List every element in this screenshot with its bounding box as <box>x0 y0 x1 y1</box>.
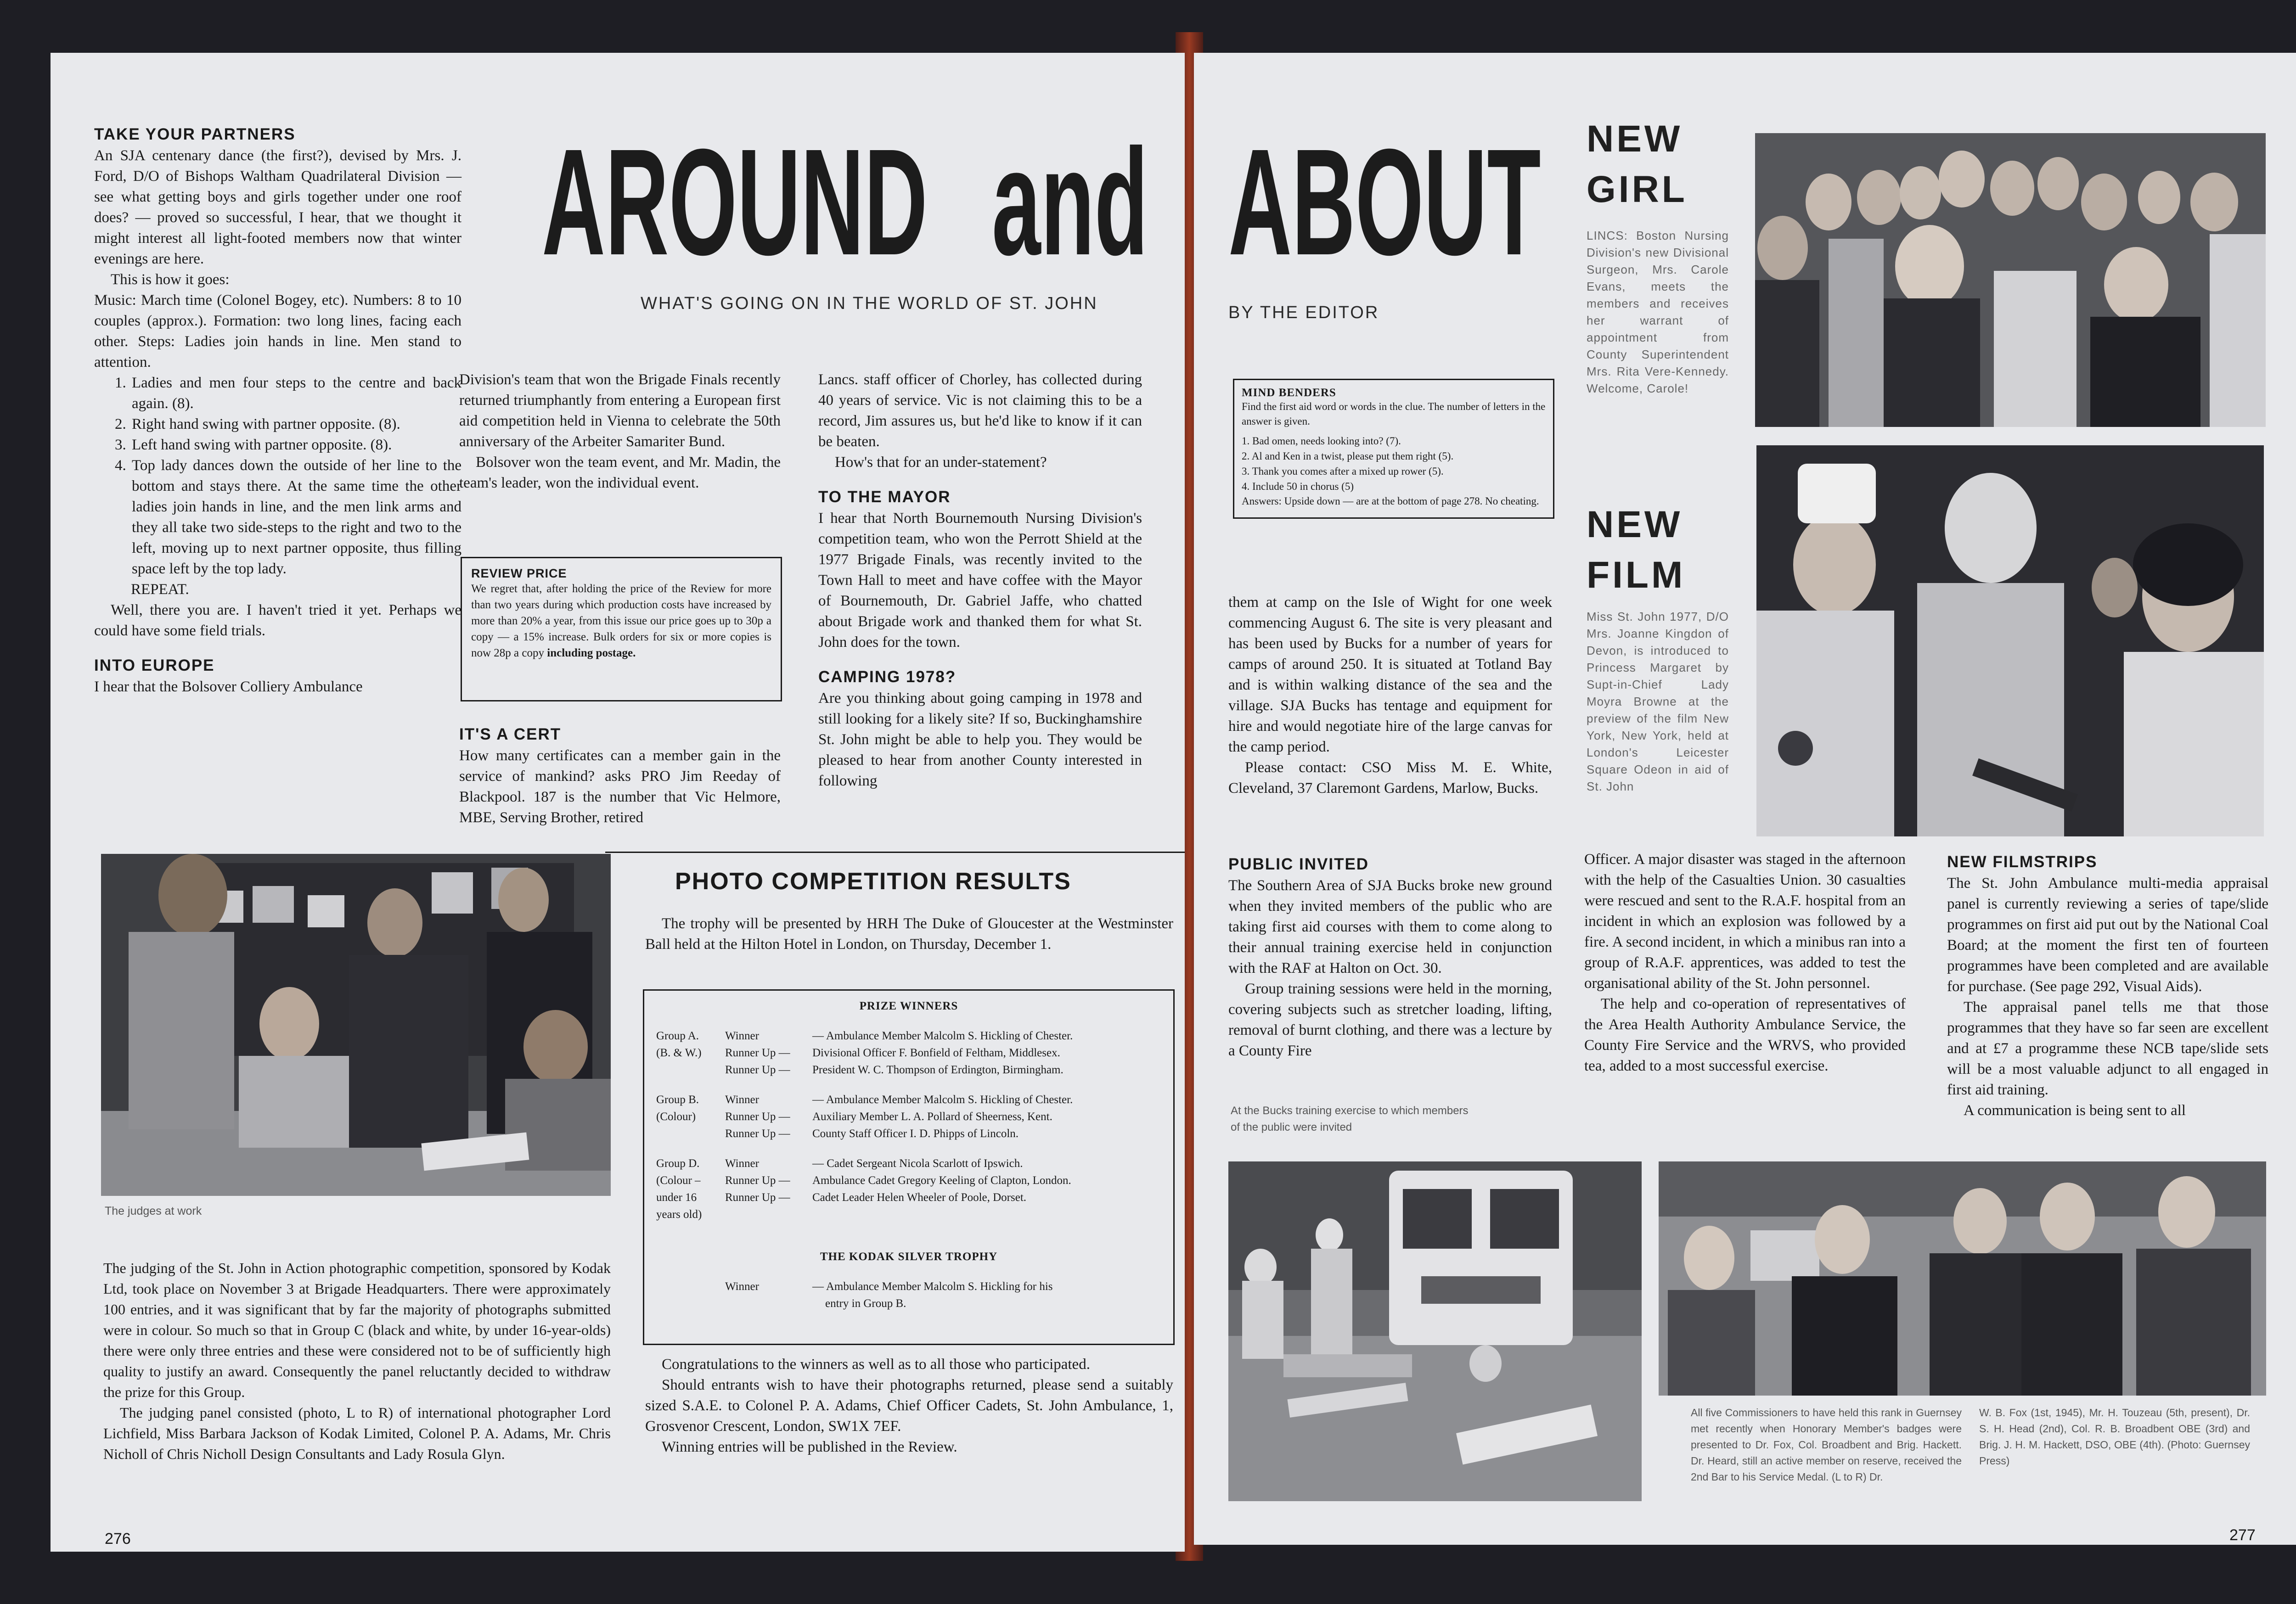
prize-row <box>656 1061 1161 1078</box>
new-girl-caption: LINCS: Boston Nursing Division's new Divisional Surgeon, Mrs. Carole Evans, meets the members and receives her warrant of appointment from County Superintendent Mrs. Rita Vere-Kennedy. Welcome, Carole! <box>1587 229 1729 395</box>
prize-role: Runner Up — <box>725 1047 790 1059</box>
prize-role: Runner Up — <box>725 1174 790 1187</box>
prize-group-label: Group B. <box>656 1094 699 1106</box>
dance-step: 2. Right hand swing with partner opposite. (8). <box>130 414 461 435</box>
mind-benders-title: MIND BENDERS <box>1242 387 1336 399</box>
subtitle-left: WHAT'S GOING ON IN THE WORLD OF ST. JOHN <box>641 294 1098 313</box>
camping-p1a: Are you thinking about going camping in 1978 and still looking for a likely site? If so, Buckinghamshire St. John might be able to help you. They would be pleased to hear from another County interested in following <box>818 690 1142 789</box>
prize-group-label: Group A. <box>656 1030 699 1042</box>
prize-group-label: (Colour – <box>656 1174 701 1187</box>
prize-role: Winner <box>725 1157 759 1170</box>
published-text: Winning entries will be published in the Review. <box>662 1439 957 1455</box>
filmstrips-p3: A communication is being sent to all <box>1964 1102 2186 1119</box>
page-number-left: 276 <box>105 1530 131 1548</box>
prize-group-label: Group D. <box>656 1157 700 1170</box>
princess-margaret-image <box>1756 445 2264 836</box>
photo-comp-intro-text: The trophy will be presented by HRH The Duke of Gloucester at the Westminster Ball held at the Hilton Hotel in London, on Thursday, December 1. <box>645 915 1173 953</box>
prize-name: — Cadet Sergeant Nicola Scarlott of Ipswich. <box>812 1157 1023 1170</box>
camping-p1b: them at camp on the Isle of Wight for one week commencing August 6. The site is very pleasant and has been used by Bucks for a number of years for camps of around 250. It is situated at Totland Bay and is within walking distance of the sea and the village. SJA Bucks has tentage and equipment for hire and would negotiate hire of the large canvas for the camp period. <box>1228 594 1552 755</box>
take-partners-heading: TAKE YOUR PARTNERS <box>94 125 296 143</box>
prize-winners-title: PRIZE WINNERS <box>859 1000 958 1012</box>
mind-benders-box <box>1233 379 1554 519</box>
prize-group-a <box>656 1027 1161 1078</box>
title-and: and <box>992 117 1148 286</box>
judging-p2: The judging panel consisted (photo, L to R) of international photographer Lord Lichfield, Miss Barbara Jackson of Kodak Limited, Colonel P. A. Adams, Mr. Chris Nicholl of Chris Nicholl Design Consultants and Lady Rosula Glyn. <box>103 1404 611 1462</box>
photo-comp-closing <box>645 1354 1173 1458</box>
new-film-head1: NEW <box>1587 504 1683 545</box>
left-page <box>51 53 1185 1552</box>
review-price-bold: including postage. <box>547 647 636 659</box>
review-price-body-wrap <box>471 581 771 661</box>
title-about: ABOUT <box>1228 117 1541 286</box>
mayor-heading: TO THE MAYOR <box>818 488 951 506</box>
nurses-group-photo <box>1755 133 2266 427</box>
prize-group-label: years old) <box>656 1208 702 1221</box>
mind-benders-clue: 1. Bad omen, needs looking into? (7). <box>1242 435 1401 447</box>
return-note-text: Should entrants wish to have their photographs returned, please send a suitably sized S.A.E. to Colonel P. A. Adams, Chief Officer Cadets, St. John Ambulance, 1, Grosvenor Crescent, London, SW1X 7EF. <box>645 1377 1173 1435</box>
new-film-head2: FILM <box>1587 554 1686 596</box>
mind-benders-clue: 2. Al and Ken in a twist, please put them right (5). <box>1242 450 1454 462</box>
prize-name: Cadet Leader Helen Wheeler of Poole, Dorset. <box>812 1191 1027 1204</box>
dance-step: 1. Ladies and men four steps to the centre and back again. (8). <box>130 373 461 414</box>
prize-group-label <box>656 1061 725 1078</box>
into-europe-p1b: Division's team that won the Brigade Finals recently returned triumphantly from entering a European first aid competition held in Vienna to celebrate the 50th anniversary of the Arbeiter Samariter Bund. <box>459 371 781 450</box>
filmstrips-heading: NEW FILMSTRIPS <box>1947 853 2098 871</box>
public-invited-article <box>1228 854 1552 1061</box>
into-europe-continued <box>459 370 781 494</box>
public-invited-heading: PUBLIC INVITED <box>1228 855 1369 873</box>
prize-row <box>656 1206 1161 1223</box>
prize-name: Divisional Officer F. Bonfield of Feltham, Middlesex. <box>812 1047 1060 1059</box>
title-around: AROUND <box>542 117 928 286</box>
photo-comp-title: PHOTO COMPETITION RESULTS <box>675 868 1071 895</box>
prize-row <box>656 1125 1161 1142</box>
training-exercise-image <box>1228 1161 1642 1501</box>
public-invited-continued <box>1584 849 1906 1077</box>
prize-group-label: (B. & W.) <box>656 1047 702 1059</box>
kodak-name2: entry in Group B. <box>825 1297 906 1310</box>
prize-name: Ambulance Cadet Gregory Keeling of Clapton, London. <box>812 1174 1071 1187</box>
cert-p1a: How many certificates can a member gain in the service of mankind? asks PRO Jim Reeday of Blackpool. 187 is the number that Vic Helmore, MBE, Serving Brother, retired <box>459 747 781 826</box>
column-three <box>818 370 1142 791</box>
public-invited-p4: The help and co-operation of representatives of the Area Health Authority Ambulance Service, the County Fire Service and the WRVS, who provided tea, added to a most successful exercise. <box>1584 996 1906 1074</box>
prize-role: Runner Up — <box>725 1191 790 1204</box>
public-invited-p3: Officer. A major disaster was staged in the afternoon with the help of the Casualties Union. 30 casualties were rescued and sent to the R.A.F. hospital from an incident in which an explosion was followed by a fire. A second incident, in which a minibus ran into a group of R.A.F. apprentices, was added to test the organisational ability of the St. John personnel. <box>1584 851 1906 992</box>
take-partners-article <box>94 124 461 697</box>
photo-comp-intro <box>645 914 1173 955</box>
mind-benders-intro: Find the first aid word or words in the clue. The number of letters in the answer is given. <box>1242 401 1546 427</box>
mind-benders-answers: Answers: Upside down — are at the bottom of page 278. No cheating. <box>1242 495 1539 507</box>
prize-group-label: (Colour) <box>656 1110 696 1123</box>
prize-row <box>656 1027 1161 1044</box>
subtitle-right: BY THE EDITOR <box>1228 303 1379 322</box>
into-europe-p1a: I hear that the Bolsover Colliery Ambulance <box>94 679 363 695</box>
mind-benders-clue: 3. Thank you comes after a mixed up rower (5). <box>1242 465 1444 477</box>
guernsey-caption-2: W. B. Fox (1st, 1945), Mr. H. Touzeau (5th, present), Dr. S. H. Head (2nd), Col. R. B. Broadbent OBE (3rd) and Brig. J. H. M. Hackett, DSO, OBE (4th). (Photo: Guernsey Press) <box>1979 1407 2250 1467</box>
take-partners-p4: Well, there you are. I haven't tried it yet. Perhaps we could have some field trials. <box>94 602 461 639</box>
judging-article <box>103 1258 611 1464</box>
take-partners-p3: Music: March time (Colonel Bogey, etc). Numbers: 8 to 10 couples (approx.). Formation: two long lines, facing each other. Steps: Ladies join hands in line. Men stand to attention. <box>94 292 461 370</box>
kodak-trophy-title: THE KODAK SILVER TROPHY <box>820 1251 998 1263</box>
new-film-caption: Miss St. John 1977, D/O Mrs. Joanne Kingdon of Devon, is introduced to Princess Margaret by Supt-in-Chief Lady Moyra Browne at the preview of the film New York, New York, held at London's Leicester Square Odeon in aid of St. John <box>1587 610 1729 793</box>
prize-row <box>656 1278 1161 1295</box>
public-invited-p1: The Southern Area of SJA Bucks broke new ground when they invited members of the public who are taking first aid courses with them to come along to their annual training exercise held in conjunction with the RAF at Halton on Oct. 30. <box>1228 877 1552 976</box>
review-price-body: We regret that, after holding the price of the Review for more than two years during which production costs have increased by more than 20% a year, from this issue our price goes up to 30p a copy — a 15% increase. Bulk orders for six or more copies is now 28p a copy <box>471 583 771 659</box>
prize-name: — Ambulance Member Malcolm S. Hickling of Chester. <box>812 1094 1073 1106</box>
prize-role: Runner Up — <box>725 1064 790 1076</box>
take-partners-p1: An SJA centenary dance (the first?), devised by Mrs. J. Ford, D/O of Bishops Waltham Quadrilateral Division — see what getting boys and girls together under one roof does? — proved so successful, I hear, that we thought it might interest all light-footed members now that winter evenings are here. <box>94 147 461 267</box>
judges-photo <box>101 854 611 1196</box>
filmstrips-p1: The St. John Ambulance multi-media appraisal panel is currently reviewing a series of tape/slide programmes on first aid put out by the National Coal Board; at the moment the first ten of fourteen programmes have been completed and are available for purchase. (See page 292, Visual Aids). <box>1947 875 2268 995</box>
dance-step: 3. Left hand swing with partner opposite. (8). <box>130 435 461 455</box>
mind-benders-clue: 4. Include 50 in chorus (5) <box>1242 481 1354 492</box>
prize-role: Winner <box>725 1094 759 1106</box>
prize-group-d <box>656 1155 1161 1223</box>
dance-step: 4. Top lady dances down the outside of her line to the bottom and stays there. At the same time the other ladies join hands in line, and the men link arms and they all take two side-steps to the right and two to the left, moving up to next partner opposite, thus filling space left by the top lady. <box>130 455 461 579</box>
prize-row <box>656 1108 1161 1125</box>
page-number-right: 277 <box>2229 1526 2256 1544</box>
filmstrips-p2: The appraisal panel tells me that those programmes that they have so far seen are excellent and at £7 a programme these NCB tape/slide sets will be a most valuable adjunct to all engaged in first aid training. <box>1947 999 2268 1098</box>
new-girl-head1: NEW <box>1587 118 1683 160</box>
prize-row <box>656 1172 1161 1189</box>
prize-role: Runner Up — <box>725 1110 790 1123</box>
prize-row <box>656 1155 1161 1172</box>
camping-heading: CAMPING 1978? <box>818 668 957 686</box>
commissioners-image <box>1659 1161 2266 1396</box>
new-girl-head2: GIRL <box>1587 168 1688 210</box>
judges-photo-image <box>101 854 611 1196</box>
guernsey-caption-1: All five Commissioners to have held this rank in Guernsey met recently when Honorary Member's badges were presented to Dr. Fox, Col. Broadbent and Brig. Hackett. Dr. Heard, still an active member on reserve, received the 2nd Bar to his Service Medal. (L to R) Dr. <box>1691 1407 1962 1483</box>
dance-steps-list <box>94 373 461 579</box>
prize-group-label <box>656 1125 725 1142</box>
into-europe-p2: Bolsover won the team event, and Mr. Madin, the team's leader, won the individual event. <box>459 454 781 491</box>
prize-row <box>656 1091 1161 1108</box>
nurses-group-image <box>1755 133 2266 427</box>
judging-p1: The judging of the St. John in Action photographic competition, sponsored by Kodak Ltd, took place on November 3 at Brigade Headquarters. There were approximately 100 entries, and it was significant that by far the majority of photographs submitted were in colour. So much so that in Group C (black and white, by under 16-year-olds) there were only three entries and these were considered not to be of sufficiently high quality to justify an award. Consequently the panel reluctantly decided to withdraw the prize for this Group. <box>103 1260 611 1400</box>
congrats-text: Congratulations to the winners as well as to all those who participated. <box>662 1356 1090 1373</box>
prize-group-b <box>656 1091 1161 1142</box>
training-photo-caption: At the Bucks training exercise to which members of the public were invited <box>1231 1105 1469 1133</box>
prize-row <box>656 1044 1161 1061</box>
camping-p2: Please contact: CSO Miss M. E. White, Cleveland, 37 Claremont Gardens, Marlow, Bucks. <box>1228 759 1552 796</box>
princess-margaret-photo <box>1756 445 2264 836</box>
prize-role: Winner <box>725 1030 759 1042</box>
cert-p2: How's that for an under-statement? <box>835 454 1047 471</box>
filmstrips-article <box>1947 852 2268 1121</box>
judges-caption: The judges at work <box>105 1205 202 1217</box>
kodak-name1: — Ambulance Member Malcolm S. Hickling for his <box>812 1280 1053 1293</box>
repeat-line: REPEAT. <box>131 581 189 598</box>
commissioners-photo <box>1659 1161 2266 1396</box>
prize-name: Auxiliary Member L. A. Pollard of Sheerness, Kent. <box>812 1110 1052 1123</box>
prize-winners-box <box>643 989 1175 1345</box>
cert-article <box>459 724 781 828</box>
training-exercise-photo <box>1228 1161 1642 1501</box>
camping-continued <box>1228 592 1552 799</box>
into-europe-heading: INTO EUROPE <box>94 656 215 674</box>
prize-name: — Ambulance Member Malcolm S. Hickling of Chester. <box>812 1030 1073 1042</box>
review-price-title: REVIEW PRICE <box>471 566 567 580</box>
prize-role: Runner Up — <box>725 1127 790 1140</box>
public-invited-p2: Group training sessions were held in the morning, covering subjects such as stretcher loading, lifting, removal of burnt clothing, and there was a lecture by a County Fire <box>1228 981 1552 1059</box>
prize-row <box>656 1295 1161 1312</box>
mayor-p1: I hear that North Bournemouth Nursing Division's competition team, who won the Perrott Shield at the 1977 Brigade Finals, was recently invited to the Town Hall to meet and have coffee with the Mayor of Bournemouth, Dr. Gabriel Jaffe, who chatted about Brigade work and thanked them for what St. John does for the town. <box>818 510 1142 651</box>
prize-name: President W. C. Thompson of Erdington, Birmingham. <box>812 1064 1064 1076</box>
cert-p1b: Lancs. staff officer of Chorley, has collected during 40 years of service. Vic is not claiming this to be a record, Jim assures us, but he'd like to know if it can be beaten. <box>818 371 1142 450</box>
right-page <box>1194 53 2296 1545</box>
review-price-box <box>461 557 782 701</box>
take-partners-p2: This is how it goes: <box>111 271 230 288</box>
cert-heading: IT'S A CERT <box>459 725 562 743</box>
prize-group-label: under 16 <box>656 1191 697 1204</box>
prize-row <box>656 1189 1161 1206</box>
prize-name: County Staff Officer I. D. Phipps of Lincoln. <box>812 1127 1019 1140</box>
kodak-role: Winner <box>725 1280 759 1293</box>
